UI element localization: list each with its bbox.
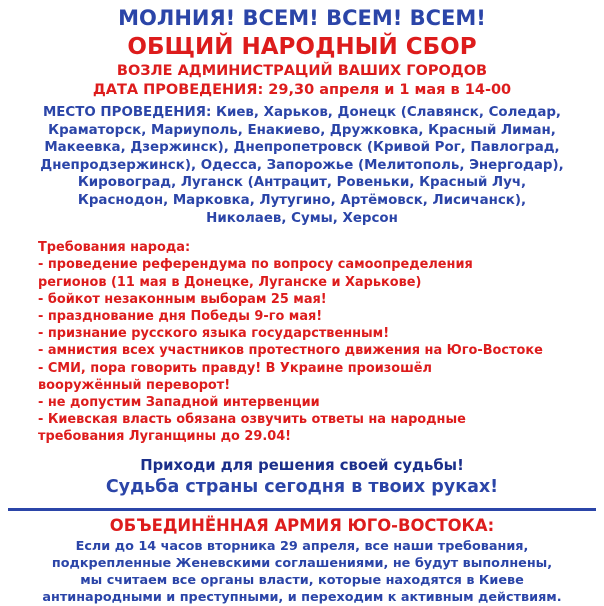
- places-line: Краматорск, Мариуполь, Енакиево, Дружковка, Красный Лиман,: [48, 122, 556, 138]
- call-to-action-line1: Приходи для решения своей судьбы!: [140, 456, 464, 474]
- demands-title: Требования народа:: [38, 240, 191, 256]
- places-line: Днепродзержинск), Одесса, Запорожье (Мелитополь, Энергодар),: [40, 157, 564, 173]
- headline: МОЛНИЯ! ВСЕМ! ВСЕМ! ВСЕМ!: [118, 6, 486, 30]
- demand-line: - празднование дня Победы 9-го мая!: [38, 308, 323, 324]
- title: ОБЩИЙ НАРОДНЫЙ СБОР: [127, 34, 477, 60]
- places-line: Краснодон, Марковка, Лутугино, Артёмовск, Лисичанск),: [77, 192, 527, 208]
- demand-line: регионов (11 мая в Донецке, Луганске и Харькове): [38, 274, 422, 290]
- date-line: ДАТА ПРОВЕДЕНИЯ: 29,30 апреля и 1 мая в 14-00: [92, 82, 512, 98]
- places-label: МЕСТО ПРОВЕДЕНИЯ:: [42, 105, 212, 120]
- divider: [8, 508, 596, 511]
- statement-line: антинародными и преступными, и переходим к активным действиям.: [42, 590, 562, 606]
- demand-line: вооружённый переворот!: [38, 377, 231, 393]
- demands-block: [38, 239, 604, 445]
- places-line: Кировоград, Луганск (Антрацит, Ровеньки, Красный Луч,: [77, 175, 527, 191]
- demand-line: - Киевская власть обязана озвучить ответы на народные: [38, 412, 466, 428]
- demand-line: - не допустим Западной интервенции: [38, 394, 320, 410]
- demand-line: - признание русского языка государственным!: [38, 326, 390, 342]
- demand-line: - амнистия всех участников протестного движения на Юго-Востоке: [38, 343, 543, 359]
- places-line: Макеевка, Дзержинск), Днепропетровск (Кривой Рог, Павлоград,: [44, 140, 560, 156]
- demand-line: - СМИ, пора говорить правду! В Украине произошёл: [38, 360, 432, 376]
- places-line-text: Киев, Харьков, Донецк (Славянск, Соледар,: [211, 105, 562, 120]
- subtitle: ВОЗЛЕ АДМИНИСТРАЦИЙ ВАШИХ ГОРОДОВ: [116, 63, 488, 79]
- call-to-action-line2: Судьба страны сегодня в твоих руках!: [105, 476, 499, 497]
- statement-line: подкрепленные Женевскими соглашениями, не будут выполнены,: [51, 555, 553, 571]
- places-line: [0, 104, 604, 122]
- statement-line: Если до 14 часов вторника 29 апреля, все наши требования,: [75, 538, 529, 554]
- statement-line: мы считаем все органы власти, которые находятся в Киеве: [80, 573, 524, 588]
- demand-line: требования Луганщины до 29.04!: [38, 429, 292, 445]
- demand-line: - проведение референдума по вопросу самоопределения: [38, 257, 473, 273]
- army-title: ОБЪЕДИНЁННАЯ АРМИЯ ЮГО-ВОСТОКА:: [109, 515, 495, 535]
- places-block: [0, 104, 604, 227]
- army-statement: [0, 538, 604, 606]
- places-line: Николаев, Сумы, Херсон: [206, 210, 398, 226]
- demand-line: - бойкот незаконным выборам 25 мая!: [38, 291, 327, 307]
